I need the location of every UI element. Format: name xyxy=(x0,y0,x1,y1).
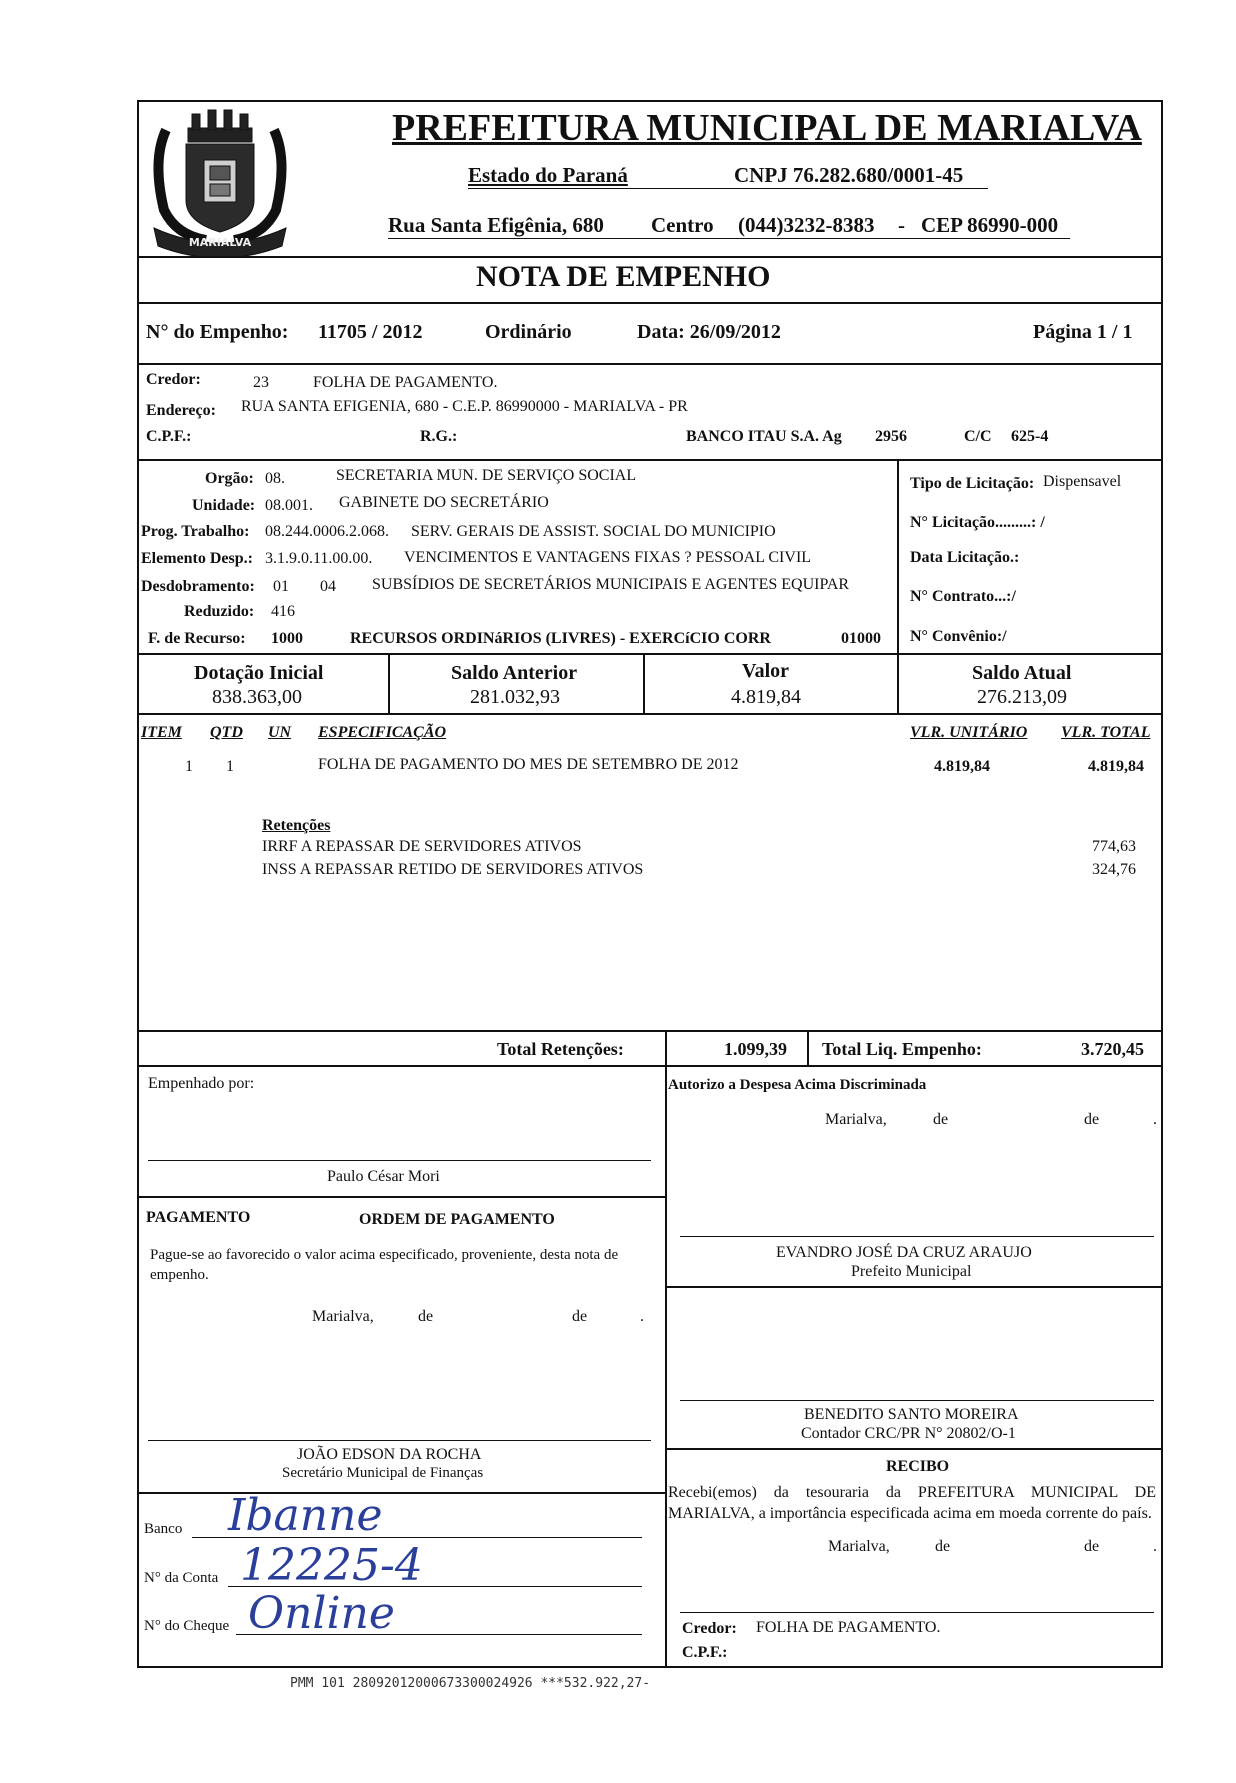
recibo-heading: RECIBO xyxy=(886,1458,950,1475)
valor-value: 4.819,84 xyxy=(731,686,801,708)
secretario-cargo: Secretário Municipal de Finanças xyxy=(282,1465,484,1481)
licitacao-tipo-label: Tipo de Licitação: xyxy=(910,475,1035,492)
prog-name: SERV. GERAIS DE ASSIST. SOCIAL DO MUNICIPIO xyxy=(411,523,776,540)
unidade-label: Unidade: xyxy=(192,497,256,514)
credor-label: Credor: xyxy=(146,371,201,388)
reduzido-value: 416 xyxy=(271,603,295,620)
col-vlr-total: VLR. TOTAL xyxy=(1061,724,1151,741)
orgao-label: Orgão: xyxy=(205,470,254,487)
autorizo-text: Autorizo a Despesa Acima Discriminada xyxy=(668,1077,927,1093)
item-number: 1 xyxy=(185,758,193,775)
prog-label: Prog. Trabalho: xyxy=(141,523,250,540)
autorizo-de-2: de xyxy=(1084,1111,1100,1128)
col-item: ITEM xyxy=(141,724,182,741)
doc-title: NOTA DE EMPENHO xyxy=(476,260,771,293)
banco-handwritten: Ibanne xyxy=(228,1490,383,1541)
pagamento-dot: . xyxy=(640,1308,644,1325)
empenho-date: Data: 26/09/2012 xyxy=(637,321,781,343)
desdobramento-name: SUBSÍDIOS DE SECRETÁRIOS MUNICIPAIS E AGENTES EQUIPAR xyxy=(372,576,850,593)
dotacao-label: Dotação Inicial xyxy=(194,662,324,684)
empenhado-por-label: Empenhado por: xyxy=(148,1075,255,1092)
cc-value: 625-4 xyxy=(1011,428,1049,445)
elemento-label: Elemento Desp.: xyxy=(141,550,253,567)
header-title: PREFEITURA MUNICIPAL DE MARIALVA xyxy=(392,107,1142,149)
svg-text:MARIALVA: MARIALVA xyxy=(188,236,252,249)
item-description: FOLHA DE PAGAMENTO DO MES DE SETEMBRO DE 2012 xyxy=(318,756,739,773)
cheque-handwritten: Online xyxy=(248,1588,395,1639)
header-dash: - xyxy=(898,213,905,237)
recibo-credor-name: FOLHA DE PAGAMENTO. xyxy=(756,1619,941,1636)
header-cnpj: CNPJ 76.282.680/0001-45 xyxy=(734,163,964,187)
recibo-marialva: Marialva, xyxy=(828,1538,890,1555)
banco-label: Banco xyxy=(144,1521,183,1537)
convenio-label: N° Convênio:/ xyxy=(910,628,1007,645)
cc-label: C/C xyxy=(964,428,992,445)
empenhado-por-name: Paulo César Mori xyxy=(327,1168,440,1185)
rg-label: R.G.: xyxy=(420,428,458,445)
prog-code: 08.244.0006.2.068. xyxy=(265,523,389,540)
licitacao-data: Data Licitação.: xyxy=(910,549,1020,566)
retencao-description: IRRF A REPASSAR DE SERVIDORES ATIVOS xyxy=(262,838,582,855)
pagamento-de-2: de xyxy=(572,1308,588,1325)
desdobramento-label: Desdobramento: xyxy=(141,578,255,595)
footer-code: PMM 101 28092012000673300024926 ***532.922,27- xyxy=(290,1676,651,1691)
empenho-label: N° do Empenho: xyxy=(146,321,289,343)
item-unit-value: 4.819,84 xyxy=(934,758,990,775)
col-un: UN xyxy=(268,724,292,741)
empenho-number: 11705 / 2012 xyxy=(318,321,423,343)
recibo-text: Recebi(emos) da tesouraria da PREFEITURA MUNICIPAL DE MARIALVA, a importância especificada acima em moeda corrente do país. xyxy=(668,1484,1156,1522)
cpf-label: C.P.F.: xyxy=(146,428,192,445)
elemento-code: 3.1.9.0.11.00.00. xyxy=(265,550,373,567)
conta-label: N° da Conta xyxy=(144,1570,219,1586)
municipal-seal xyxy=(146,100,294,258)
col-especificacao: ESPECIFICAÇÃO xyxy=(318,724,447,741)
total-liquido-value: 3.720,45 xyxy=(1081,1039,1144,1059)
pagamento-heading: PAGAMENTO xyxy=(146,1209,251,1226)
recibo-credor-label: Credor: xyxy=(682,1620,737,1637)
retencoes-heading: Retenções xyxy=(262,817,331,834)
licitacao-numero: N° Licitação.........: / xyxy=(910,514,1045,531)
dotacao-value: 838.363,00 xyxy=(212,686,302,708)
agencia-value: 2956 xyxy=(875,428,907,445)
elemento-name: VENCIMENTOS E VANTAGENS FIXAS ? PESSOAL CIVIL xyxy=(404,549,812,566)
credor-code: 23 xyxy=(253,374,269,391)
credor-name: FOLHA DE PAGAMENTO. xyxy=(313,374,498,391)
header-estado: Estado do Paraná xyxy=(468,163,628,187)
header-address: Rua Santa Efigênia, 680 xyxy=(388,213,604,237)
orgao-name: SECRETARIA MUN. DE SERVIÇO SOCIAL xyxy=(336,467,637,484)
item-qtd: 1 xyxy=(226,758,234,775)
endereco-value: RUA SANTA EFIGENIA, 680 - C.E.P. 86990000 - MARIALVA - PR xyxy=(241,398,688,415)
contador-name: BENEDITO SANTO MOREIRA xyxy=(804,1406,1019,1423)
pagamento-marialva: Marialva, xyxy=(312,1308,374,1325)
pagamento-de-1: de xyxy=(418,1308,434,1325)
secretario-name: JOÃO EDSON DA ROCHA xyxy=(297,1446,482,1463)
desdobramento-a: 01 xyxy=(273,578,289,595)
retencao-description: INSS A REPASSAR RETIDO DE SERVIDORES ATIVOS xyxy=(262,861,644,878)
retencao-value: 324,76 xyxy=(1092,861,1136,878)
orgao-code: 08. xyxy=(265,470,285,487)
ordem-pagamento-heading: ORDEM DE PAGAMENTO xyxy=(359,1211,555,1228)
banco-value: BANCO ITAU S.A. Ag xyxy=(686,428,842,445)
autorizo-dot: . xyxy=(1153,1111,1157,1128)
conta-handwritten: 12225-4 xyxy=(240,1540,423,1591)
autorizo-marialva: Marialva, xyxy=(825,1111,887,1128)
unidade-name: GABINETE DO SECRETÁRIO xyxy=(339,494,549,511)
contador-cargo: Contador CRC/PR N° 20802/O-1 xyxy=(801,1425,1016,1442)
endereco-label: Endereço: xyxy=(146,402,216,419)
contrato-label: N° Contrato...:/ xyxy=(910,588,1016,605)
total-retencoes-value: 1.099,39 xyxy=(724,1039,787,1059)
page-number: Página 1 / 1 xyxy=(1033,321,1133,343)
total-liquido-label: Total Liq. Empenho: xyxy=(822,1039,982,1059)
prefeito-name: EVANDRO JOSÉ DA CRUZ ARAUJO xyxy=(776,1244,1032,1261)
autorizo-de-1: de xyxy=(933,1111,949,1128)
recibo-de-1: de xyxy=(935,1538,951,1555)
prefeito-cargo: Prefeito Municipal xyxy=(851,1263,972,1280)
saldo-anterior-value: 281.032,93 xyxy=(470,686,560,708)
pague-se-text: Pague-se ao favorecido o valor acima especificado, proveniente, desta nota de empenho. xyxy=(150,1247,619,1283)
empenho-type: Ordinário xyxy=(485,321,572,343)
recibo-cpf-label: C.P.F.: xyxy=(682,1644,728,1661)
col-vlr-unitario: VLR. UNITÁRIO xyxy=(910,724,1028,741)
header-centro: Centro xyxy=(651,213,714,237)
saldo-atual-value: 276.213,09 xyxy=(977,686,1067,708)
saldo-anterior-label: Saldo Anterior xyxy=(451,662,578,684)
col-qtd: QTD xyxy=(210,724,243,741)
saldo-atual-label: Saldo Atual xyxy=(972,662,1072,684)
recurso-label: F. de Recurso: xyxy=(148,630,246,647)
total-retencoes-label: Total Retenções: xyxy=(497,1039,624,1059)
retencao-value: 774,63 xyxy=(1092,838,1136,855)
licitacao-tipo: Dispensavel xyxy=(1043,473,1122,490)
item-total-value: 4.819,84 xyxy=(1088,758,1144,775)
recurso-code2: 01000 xyxy=(841,630,881,647)
recurso-code: 1000 xyxy=(271,630,303,647)
cheque-label: N° do Cheque xyxy=(144,1618,230,1634)
reduzido-label: Reduzido: xyxy=(184,603,255,620)
unidade-code: 08.001. xyxy=(265,497,313,514)
recibo-dot: . xyxy=(1153,1538,1157,1555)
recurso-name: RECURSOS ORDINáRIOS (LIVRES) - EXERCíCIO CORR xyxy=(350,630,771,647)
header-phone: (044)3232-8383 xyxy=(738,213,875,237)
desdobramento-b: 04 xyxy=(320,578,336,595)
valor-label: Valor xyxy=(742,660,790,682)
recibo-de-2: de xyxy=(1084,1538,1100,1555)
header-cep: CEP 86990-000 xyxy=(921,213,1059,237)
